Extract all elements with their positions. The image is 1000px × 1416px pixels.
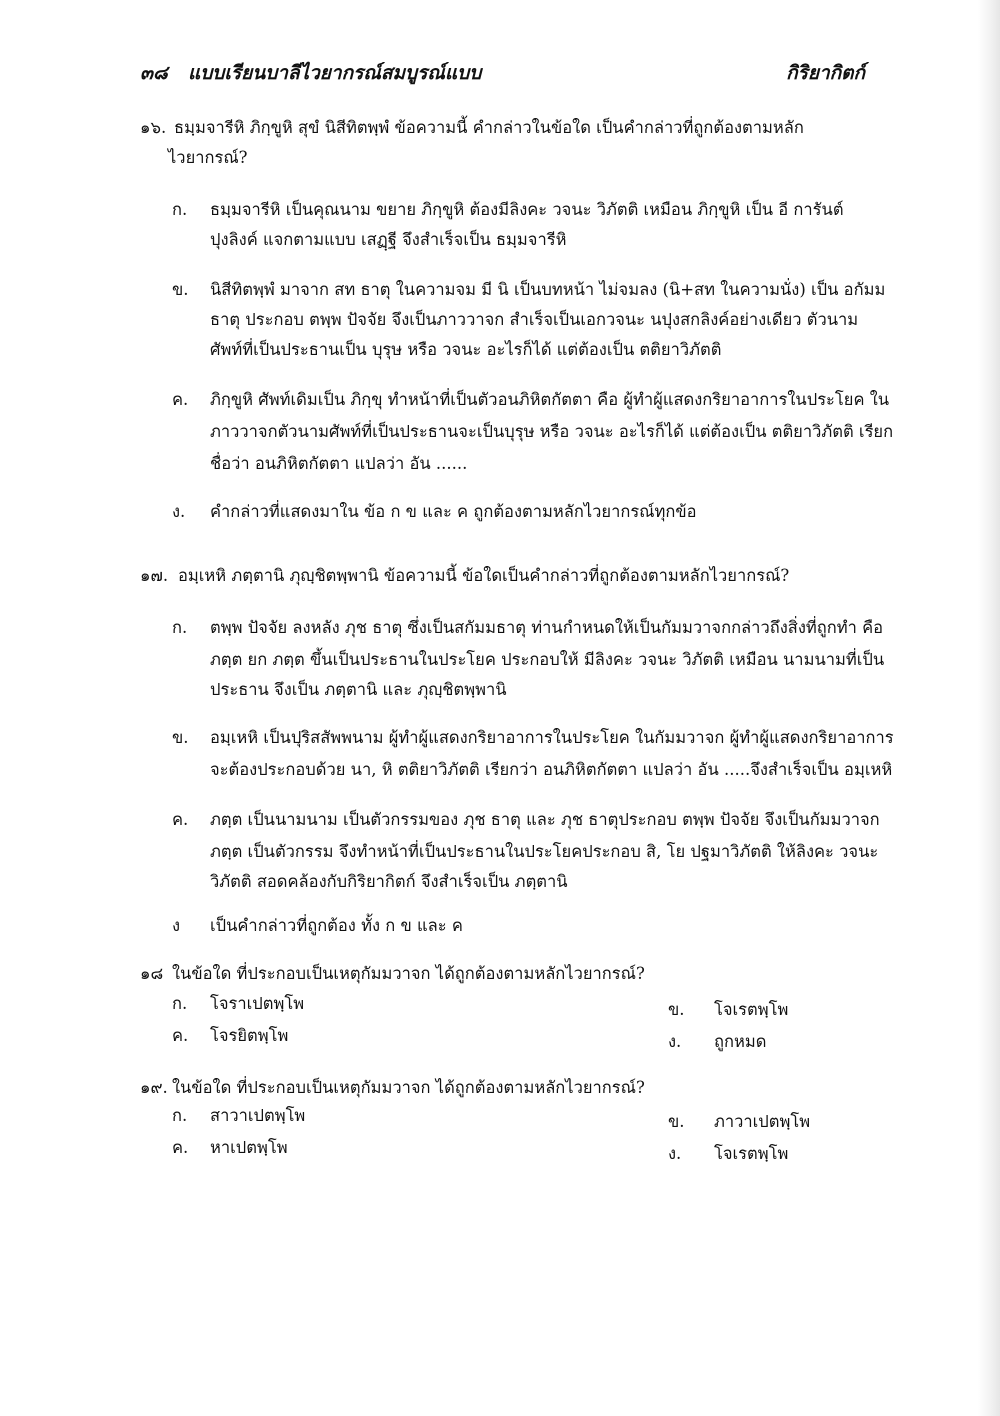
question-prompt: ไวยากรณ์? [168,148,248,167]
question-number: ๑๖. [140,118,167,137]
option-label: ก. [172,1106,188,1125]
option-text: ศัพท์ที่เป็นประธานเป็น บุรุษ หรือ วจนะ อะไรก็ได้ แต่ต้องเป็น ตติยาวิภัตติ [210,340,722,359]
option-text: ภตฺต เป็นนามนาม เป็นตัวกรรมของ ภุช ธาตุ และ ภุช ธาตุประกอบ ตพฺพ ปัจจัย จึงเป็นกัมมวาจก [210,810,880,829]
option-text: ภิกฺขูหิ ศัพท์เดิมเป็น ภิกฺขุ ทำหน้าที่เป็นตัวอนภิหิตกัตตา คือ ผู้ทำผู้แสดงกริยาอาการในประโยค ใน [210,390,890,409]
option-label: ง [172,916,181,935]
option-text: โจเรตพฺโพ [714,1144,789,1163]
option-text: จะต้องประกอบด้วย นา, หิ ตติยาวิภัตติ เรียกว่า อนภิหิตกัตตา แปลว่า อัน .....จึงสำเร็จเป็น อมฺเหหิ [210,760,893,779]
option-text: ประธาน จึงเป็น ภตฺตานิ และ ภุญฺชิตพฺพานิ [210,680,507,699]
option-text: ปุงลิงค์ แจกตามแบบ เสฏฺฐี จึงสำเร็จเป็น ธมฺมจารีหิ [210,230,567,249]
option-label: ง. [668,1144,682,1163]
option-text: โจรยิตพฺโพ [210,1026,289,1045]
chapter-title: กิริยากิตก์ [786,62,865,84]
option-label: ง. [668,1032,682,1051]
option-text: ถูกหมด [714,1032,767,1051]
question-prompt: ในข้อใด ที่ประกอบเป็นเหตุกัมมวาจก ได้ถูกต้องตามหลักไวยากรณ์? [172,1078,645,1097]
option-text: วิภัตติ สอดคล้องกับกิริยากิตก์ จึงสำเร็จเป็น ภตฺตานิ [210,872,568,891]
option-text: คำกล่าวที่แสดงมาใน ข้อ ก ข และ ค ถูกต้องตามหลักไวยากรณ์ทุกข้อ [210,502,697,521]
question-number: ๑๘ [140,964,164,983]
option-label: ข. [172,728,189,747]
option-text: ภาวาเปตพฺโพ [714,1112,811,1131]
option-text: หาเปตพฺโพ [210,1138,288,1157]
option-text: ภาววาจกตัวนามศัพท์ที่เป็นประธานจะเป็นบุรุษ หรือ วจนะ อะไรก็ได้ แต่ต้องเป็น ตติยาวิภัตติ เรียก [210,422,894,441]
page-header [140,58,865,94]
option-text: ภตฺต เป็นตัวกรรม จึงทำหน้าที่เป็นประธานในประโยคประกอบ สิ, โย ปฐมาวิภัตติ ให้ลิงคะ วจนะ [210,842,879,861]
option-text: โจเรตพฺโพ [714,1000,789,1019]
question-number: ๑๙. [140,1078,168,1097]
option-text: โจราเปตพฺโพ [210,994,305,1013]
option-label: ง. [172,502,186,521]
option-label: ข. [668,1000,685,1019]
scan-edge-shadow [978,0,1000,1416]
question-number: ๑๗. [140,566,169,585]
option-label: ค. [172,1026,189,1045]
option-label: ก. [172,618,188,637]
book-title: แบบเรียนบาลีไวยากรณ์สมบูรณ์แบบ [188,62,482,84]
option-text: ตพฺพ ปัจจัย ลงหลัง ภุช ธาตุ ซึ่งเป็นสกัมมธาตุ ท่านกำหนดให้เป็นกัมมวาจกกล่าวถึงสิ่งที่ถูกทำ คือ [210,618,884,637]
option-text: นิสีทิตพฺพํ มาจาก สท ธาตุ ในความจม มี นิ เป็นบทหน้า ไม่จมลง (นิ+สท ในความนั่ง) เป็น อกัมม [210,280,886,299]
option-label: ค. [172,1138,189,1157]
option-label: ก. [172,994,188,1013]
option-label: ค. [172,390,189,409]
question-prompt: ในข้อใด ที่ประกอบเป็นเหตุกัมมวาจก ได้ถูกต้องตามหลักไวยากรณ์? [172,964,645,983]
option-text: เป็นคำกล่าวที่ถูกต้อง ทั้ง ก ข และ ค [210,916,463,935]
option-label: ก. [172,200,188,219]
option-label: ข. [668,1112,685,1131]
option-text: ภตฺต ยก ภตฺต ขึ้นเป็นประธานในประโยค ประกอบให้ มีลิงคะ วจนะ วิภัตติ เหมือน นามนามที่เป็น [210,650,885,669]
option-text: ธาตุ ประกอบ ตพฺพ ปัจจัย จึงเป็นภาววาจก สำเร็จเป็นเอกวจนะ นปุงสกลิงค์อย่างเดียว ตัวนาม [210,310,859,329]
question-prompt: อมฺเหหิ ภตฺตานิ ภุญฺชิตพฺพานิ ข้อความนี้ ข้อใดเป็นคำกล่าวที่ถูกต้องตามหลักไวยากรณ์? [178,566,790,585]
option-text: ชื่อว่า อนภิหิตกัตตา แปลว่า อัน ...... [210,454,468,473]
page-number: ๓๘ [140,62,168,84]
option-text: ธมฺมจารีหิ เป็นคุณนาม ขยาย ภิกฺขูหิ ต้องมีลิงคะ วจนะ วิภัตติ เหมือน ภิกฺขูหิ เป็น อี การันต์ [210,200,844,219]
option-label: ค. [172,810,189,829]
option-text: อมฺเหหิ เป็นปุริสสัพพนาม ผู้ทำผู้แสดงกริยาอาการในประโยค ในกัมมวาจก ผู้ทำผู้แสดงกริยาอาการ [210,728,894,747]
option-text: สาวาเปตพฺโพ [210,1106,306,1125]
question-prompt: ธมฺมจารีหิ ภิกฺขูหิ สุขํ นิสีทิตพฺพํ ข้อความนี้ คำกล่าวในข้อใด เป็นคำกล่าวที่ถูกต้องตามหลัก [174,118,804,137]
option-label: ข. [172,280,189,299]
